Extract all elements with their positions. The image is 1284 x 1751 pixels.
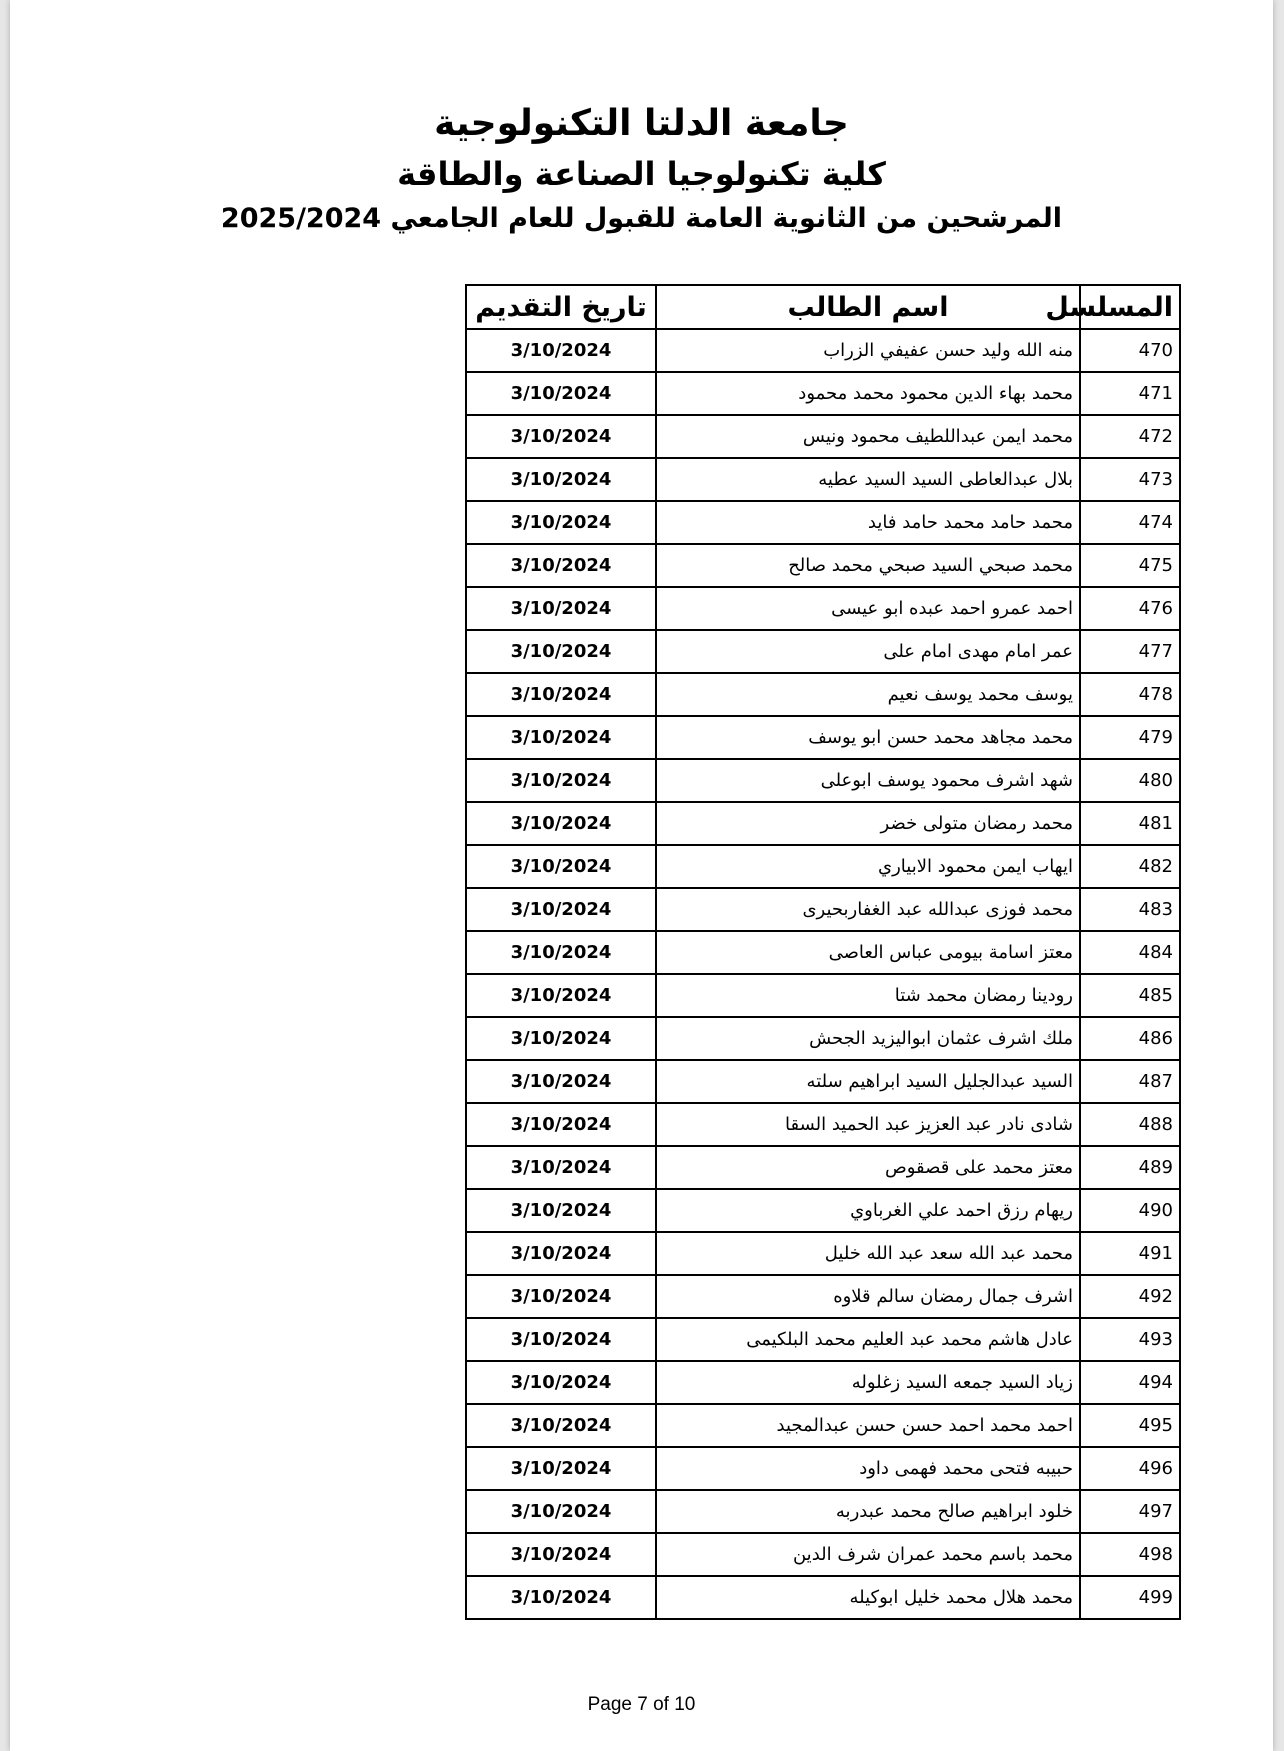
application-date-cell: 3/10/2024 [466, 1275, 656, 1318]
student-name-cell: محمد حامد محمد حامد فايد [656, 501, 1080, 544]
table-row [466, 372, 1180, 415]
serial-cell: 481 [1080, 802, 1180, 845]
student-name-cell: ريهام رزق احمد علي الغرباوي [656, 1189, 1080, 1232]
student-name-cell: ايهاب ايمن محمود الابياري [656, 845, 1080, 888]
student-name-cell: ملك اشرف عثمان ابواليزيد الجحش [656, 1017, 1080, 1060]
student-name-cell: محمد بهاء الدين محمود محمد محمود [656, 372, 1080, 415]
serial-cell: 489 [1080, 1146, 1180, 1189]
student-name-cell: احمد محمد احمد حسن حسن عبدالمجيد [656, 1404, 1080, 1447]
application-date-cell: 3/10/2024 [466, 1146, 656, 1189]
table-row [466, 329, 1180, 372]
student-name-cell: محمد صبحي السيد صبحي محمد صالح [656, 544, 1080, 587]
student-name-cell: محمد رمضان متولى خضر [656, 802, 1080, 845]
application-date-cell: 3/10/2024 [466, 1447, 656, 1490]
application-date-cell: 3/10/2024 [466, 458, 656, 501]
serial-cell: 486 [1080, 1017, 1180, 1060]
table-row [466, 1060, 1180, 1103]
application-date-cell: 3/10/2024 [466, 802, 656, 845]
table-row [466, 1490, 1180, 1533]
table-row [466, 415, 1180, 458]
serial-cell: 488 [1080, 1103, 1180, 1146]
serial-cell: 487 [1080, 1060, 1180, 1103]
serial-cell: 494 [1080, 1361, 1180, 1404]
application-date-cell: 3/10/2024 [466, 1060, 656, 1103]
serial-cell: 473 [1080, 458, 1180, 501]
student-name-cell: رودينا رمضان محمد شتا [656, 974, 1080, 1017]
serial-cell: 498 [1080, 1533, 1180, 1576]
student-name-cell: بلال عبدالعاطى السيد السيد عطيه [656, 458, 1080, 501]
serial-cell: 471 [1080, 372, 1180, 415]
application-date-cell: 3/10/2024 [466, 329, 656, 372]
application-date-cell: 3/10/2024 [466, 587, 656, 630]
student-name-cell: حبيبه فتحى محمد فهمى داود [656, 1447, 1080, 1490]
student-name-cell: السيد عبدالجليل السيد ابراهيم سلته [656, 1060, 1080, 1103]
application-date-cell: 3/10/2024 [466, 1361, 656, 1404]
table-row [466, 888, 1180, 931]
student-name-cell: محمد ايمن عبداللطيف محمود ونيس [656, 415, 1080, 458]
student-name-cell: شادى نادر عبد العزيز عبد الحميد السقا [656, 1103, 1080, 1146]
serial-cell: 474 [1080, 501, 1180, 544]
column-header-date: تاريخ التقديم [466, 285, 656, 329]
serial-cell: 482 [1080, 845, 1180, 888]
table-header-row [466, 285, 1180, 329]
student-name-cell: يوسف محمد يوسف نعيم [656, 673, 1080, 716]
student-name-cell: منه الله وليد حسن عفيفي الزراب [656, 329, 1080, 372]
serial-cell: 478 [1080, 673, 1180, 716]
table-row [466, 931, 1180, 974]
table-row [466, 458, 1180, 501]
serial-cell: 483 [1080, 888, 1180, 931]
table-row [466, 1275, 1180, 1318]
page-number: Page 7 of 10 [587, 1694, 696, 1715]
table-row [466, 845, 1180, 888]
table-row [466, 1103, 1180, 1146]
table-row [466, 802, 1180, 845]
serial-cell: 491 [1080, 1232, 1180, 1275]
table-row [466, 544, 1180, 587]
document-page [10, 0, 1273, 1751]
table-row [466, 1533, 1180, 1576]
table-body [466, 329, 1180, 1619]
table-row [466, 1318, 1180, 1361]
serial-cell: 475 [1080, 544, 1180, 587]
application-date-cell: 3/10/2024 [466, 544, 656, 587]
serial-cell: 484 [1080, 931, 1180, 974]
student-name-cell: معتز اسامة بيومى عباس العاصى [656, 931, 1080, 974]
serial-cell: 476 [1080, 587, 1180, 630]
student-name-cell: اشرف جمال رمضان سالم قلاوه [656, 1275, 1080, 1318]
student-name-cell: محمد مجاهد محمد حسن ابو يوسف [656, 716, 1080, 759]
application-date-cell: 3/10/2024 [466, 1404, 656, 1447]
student-name-cell: محمد هلال محمد خليل ابوكيله [656, 1576, 1080, 1619]
student-name-cell: خلود ابراهيم صالح محمد عبدربه [656, 1490, 1080, 1533]
faculty-title: كلية تكنولوجيا الصناعة والطاقة [397, 155, 886, 193]
serial-cell: 485 [1080, 974, 1180, 1017]
application-date-cell: 3/10/2024 [466, 1490, 656, 1533]
table-row [466, 1232, 1180, 1275]
serial-cell: 493 [1080, 1318, 1180, 1361]
table-row [466, 1146, 1180, 1189]
application-date-cell: 3/10/2024 [466, 630, 656, 673]
student-name-cell: زياد السيد جمعه السيد زغلوله [656, 1361, 1080, 1404]
table-row [466, 759, 1180, 802]
table-row [466, 630, 1180, 673]
application-date-cell: 3/10/2024 [466, 931, 656, 974]
application-date-cell: 3/10/2024 [466, 716, 656, 759]
student-name-cell: عمر امام مهدى امام على [656, 630, 1080, 673]
serial-cell: 472 [1080, 415, 1180, 458]
serial-cell: 499 [1080, 1576, 1180, 1619]
table-row [466, 1447, 1180, 1490]
serial-cell: 490 [1080, 1189, 1180, 1232]
student-name-cell: احمد عمرو احمد عبده ابو عيسى [656, 587, 1080, 630]
student-name-cell: عادل هاشم محمد عبد العليم محمد البلكيمى [656, 1318, 1080, 1361]
serial-cell: 497 [1080, 1490, 1180, 1533]
column-header-serial: المسلسل [1080, 285, 1180, 329]
application-date-cell: 3/10/2024 [466, 372, 656, 415]
table-row [466, 673, 1180, 716]
table-row [466, 501, 1180, 544]
application-date-cell: 3/10/2024 [466, 1318, 656, 1361]
table-row [466, 974, 1180, 1017]
application-date-cell: 3/10/2024 [466, 1576, 656, 1619]
serial-cell: 492 [1080, 1275, 1180, 1318]
serial-cell: 480 [1080, 759, 1180, 802]
application-date-cell: 3/10/2024 [466, 1232, 656, 1275]
student-name-cell: محمد باسم محمد عمران شرف الدين [656, 1533, 1080, 1576]
serial-cell: 479 [1080, 716, 1180, 759]
table-row [466, 716, 1180, 759]
table-row [466, 1576, 1180, 1619]
candidates-table [465, 284, 1181, 1620]
application-date-cell: 3/10/2024 [466, 673, 656, 716]
application-date-cell: 3/10/2024 [466, 759, 656, 802]
table-row [466, 1017, 1180, 1060]
application-date-cell: 3/10/2024 [466, 415, 656, 458]
application-date-cell: 3/10/2024 [466, 974, 656, 1017]
student-name-cell: شهد اشرف محمود يوسف ابوعلى [656, 759, 1080, 802]
table-row [466, 1361, 1180, 1404]
list-subtitle: المرشحين من الثانوية العامة للقبول للعام الجامعي 2025/2024 [220, 203, 1063, 234]
table-row [466, 587, 1180, 630]
serial-cell: 496 [1080, 1447, 1180, 1490]
serial-cell: 470 [1080, 329, 1180, 372]
table-row [466, 1404, 1180, 1447]
document-header [10, 98, 1273, 240]
application-date-cell: 3/10/2024 [466, 1017, 656, 1060]
student-name-cell: محمد فوزى عبدالله عبد الغفاربحيرى [656, 888, 1080, 931]
serial-cell: 477 [1080, 630, 1180, 673]
serial-cell: 495 [1080, 1404, 1180, 1447]
application-date-cell: 3/10/2024 [466, 888, 656, 931]
student-name-cell: محمد عبد الله سعد عبد الله خليل [656, 1232, 1080, 1275]
application-date-cell: 3/10/2024 [466, 1103, 656, 1146]
application-date-cell: 3/10/2024 [466, 1533, 656, 1576]
application-date-cell: 3/10/2024 [466, 1189, 656, 1232]
table-row [466, 1189, 1180, 1232]
application-date-cell: 3/10/2024 [466, 501, 656, 544]
column-header-name: اسم الطالب [656, 285, 1080, 329]
student-name-cell: معتز محمد على قصقوص [656, 1146, 1080, 1189]
application-date-cell: 3/10/2024 [466, 845, 656, 888]
university-title: جامعة الدلتا التكنولوجية [434, 103, 849, 144]
